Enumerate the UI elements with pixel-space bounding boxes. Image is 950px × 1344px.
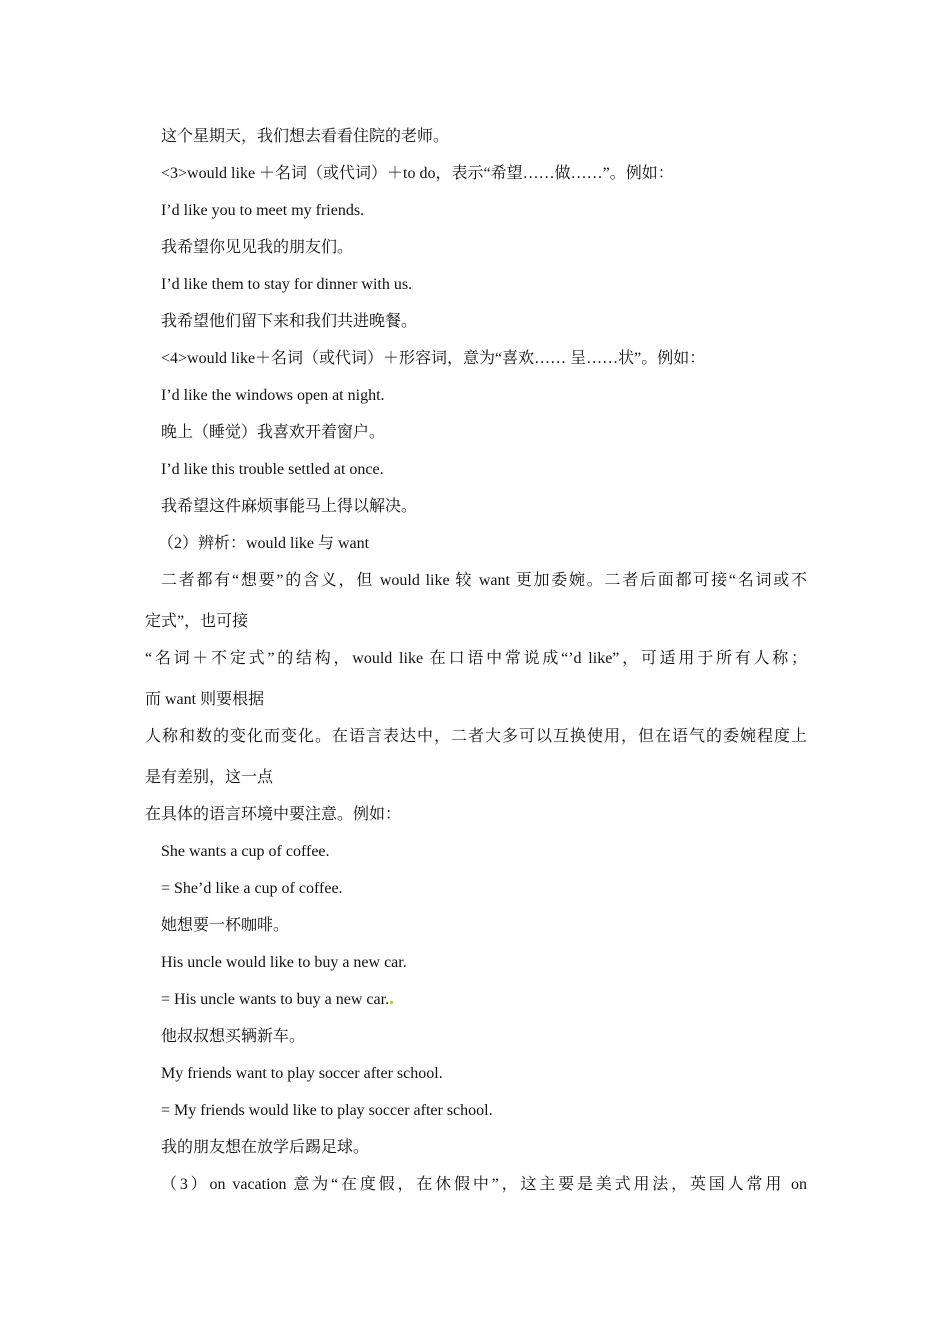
translation-line: 她想要一杯咖啡。	[161, 917, 290, 934]
example-sentence: She wants a cup of coffee.	[161, 843, 330, 860]
paragraph-line: “名词＋不定式”的结构，would like 在口语中常说成“’d like”，可适用于所有人称；	[145, 650, 807, 667]
paragraph-line: 人称和数的变化而变化。在语言表达中，二者大多可以互换使用，但在语气的委婉程度上	[145, 728, 807, 745]
translation-line: 晚上（睡觉）我喜欢开着窗户。	[161, 424, 386, 441]
translation-line: 我希望这件麻烦事能马上得以解决。	[161, 498, 418, 515]
stray-mark	[390, 1001, 393, 1004]
example-sentence: = My friends would like to play soccer after school.	[161, 1102, 493, 1119]
example-sentence: I’d like the windows open at night.	[161, 387, 385, 404]
section-heading: （2）辨析：would like 与 want	[158, 535, 370, 552]
example-sentence: I’d like you to meet my friends.	[161, 202, 365, 219]
text-line: <4>would like＋名词（或代词）＋形容词，意为“喜欢…… 呈……状”。例如：	[161, 350, 706, 367]
paragraph-line: 定式”，也可接	[145, 613, 249, 630]
example-sentence: My friends want to play soccer after school.	[161, 1065, 443, 1082]
translation-line: 我希望他们留下来和我们共进晚餐。	[161, 313, 418, 330]
example-sentence: I’d like them to stay for dinner with us.	[161, 276, 413, 293]
example-sentence: = She’d like a cup of coffee.	[161, 880, 343, 897]
example-sentence: I’d like this trouble settled at once.	[161, 461, 384, 478]
paragraph-line: 二者都有“想要”的含义，但 would like 较 want 更加委婉。二者后面都可接“名词或不	[161, 572, 807, 589]
translation-line: 他叔叔想买辆新车。	[161, 1028, 306, 1045]
text-line: 这个星期天，我们想去看看住院的老师。	[161, 128, 450, 145]
paragraph-line: 是有差别，这一点	[145, 769, 274, 786]
example-sentence: His uncle would like to buy a new car.	[161, 954, 407, 971]
example-sentence: = His uncle wants to buy a new car.	[161, 990, 393, 1010]
translation-line: 我的朋友想在放学后踢足球。	[161, 1139, 370, 1156]
section-heading: （3）on vacation 意为“在度假，在休假中”，这主要是美式用法，英国人常用 on	[161, 1176, 807, 1193]
paragraph-line: 在具体的语言环境中要注意。例如：	[145, 806, 402, 823]
text-line: <3>would like ＋名词（或代词）＋to do，表示“希望……做……”。例如：	[161, 165, 674, 182]
paragraph-line: 而 want 则要根据	[145, 691, 265, 708]
translation-line: 我希望你见见我的朋友们。	[161, 239, 354, 256]
